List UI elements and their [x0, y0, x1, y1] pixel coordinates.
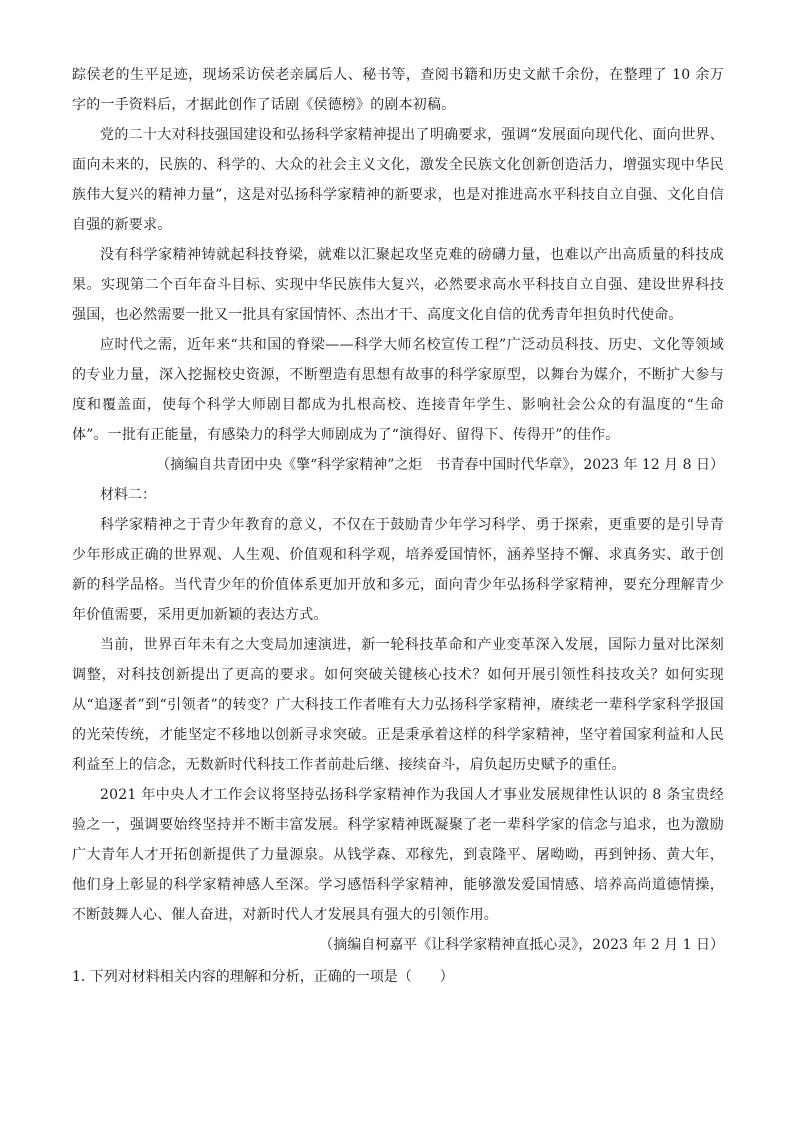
question-stem: 1. 下列对材料相关内容的理解和分析，正确的一项是（ ）	[72, 969, 454, 985]
material-one-paragraph: 党的二十大对科技强国建设和弘扬科学家精神提出了明确要求，强调“发展面向现代化、面向世界、面向未来的，民族的、科学的、大众的社会主义文化，激发全民族文化创新创造活力，增强实现中华民族伟大复兴的精神力量”，这是对弘扬科学家精神的新要求，也是对推进高水平科技自立自强、文化自信自强的新要求。	[72, 127, 724, 233]
document-page	[72, 60, 724, 992]
material-two-heading: 材料二：	[100, 487, 156, 503]
material-one-paragraph-continued: 踪侯老的生平足迹，现场采访侯老亲属后人、秘书等，查阅书籍和历史文献千余份，在整理了 10 余万字的一手资料后，才据此创作了话剧《侯德榜》的剧本初稿。	[72, 67, 724, 113]
material-two-paragraph: 科学家精神之于青少年教育的意义，不仅在于鼓励青少年学习科学、勇于探索，更重要的是引导青少年形成正确的世界观、人生观、价值观和科学观，培养爱国情怀，涵养坚持不懈、求真务实、敢于创新的科学品格。当代青少年的价值体系更加开放和多元，面向青少年弘扬科学家精神，要充分理解青少年价值需要，采用更加新颖的表达方式。	[72, 517, 724, 623]
material-one-paragraph: 没有科学家精神铸就起科技脊梁，就难以汇聚起攻坚克难的磅礴力量，也难以产出高质量的科技成果。实现第二个百年奋斗目标、实现中华民族伟大复兴，必然要求高水平科技自立自强、建设世界科技强国，也必然需要一批又一批具有家国情怀、杰出才干、高度文化自信的优秀青年担负时代使命。	[72, 247, 724, 323]
material-one-source: （摘编自共青团中央《擎“科学家精神”之炬 书青春中国时代华章》，2023 年 12 月 8 日）	[156, 457, 724, 473]
material-two-paragraph: 当前，世界百年未有之大变局加速演进，新一轮科技革命和产业变革深入发展，国际力量对比深刻调整，对科技创新提出了更高的要求。如何突破关键核心技术？如何开展引领性科技攻关？如何实现从“追逐者”到“引领者”的转变？广大科技工作者唯有大力弘扬科学家精神，赓续老一辈科学家科学报国的光荣传统，才能坚定不移地以创新寻求突破。正是秉承着这样的科学家精神，坚守着国家利益和人民利益至上的信念，无数新时代科技工作者前赴后继、接续奋斗，肩负起历史赋予的重任。	[72, 637, 724, 773]
material-two-source: （摘编自柯嘉平《让科学家精神直抵心灵》，2023 年 2 月 1 日）	[319, 937, 724, 953]
material-two-paragraph: 2021 年中央人才工作会议将坚持弘扬科学家精神作为我国人才事业发展规律性认识的 8 条宝贵经验之一，强调要始终坚持并不断丰富发展。科学家精神既凝聚了老一辈科学家的信念与追求，也为激励广大青年人才开拓创新提供了力量源泉。从钱学森、邓稼先，到袁隆平、屠呦呦，再到钟扬、黄大年，他们身上彰显的科学家精神感人至深。学习感悟科学家精神，能够激发爱国情感、培养高尚道德情操，不断鼓舞人心、催人奋进，对新时代人才发展具有强大的引领作用。	[72, 787, 724, 923]
material-one-paragraph: 应时代之需，近年来“共和国的脊梁——科学大师名校宣传工程”广泛动员科技、历史、文化等领域的专业力量，深入挖掘校史资源，不断塑造有思想有故事的科学家原型，以舞台为媒介，不断扩大参与度和覆盖面，使每个科学大师剧目都成为扎根高校、连接青年学生、影响社会公众的有温度的“生命体”。一批有正能量，有感染力的科学大师剧成为了“演得好、留得下、传得开”的佳作。	[72, 337, 724, 443]
